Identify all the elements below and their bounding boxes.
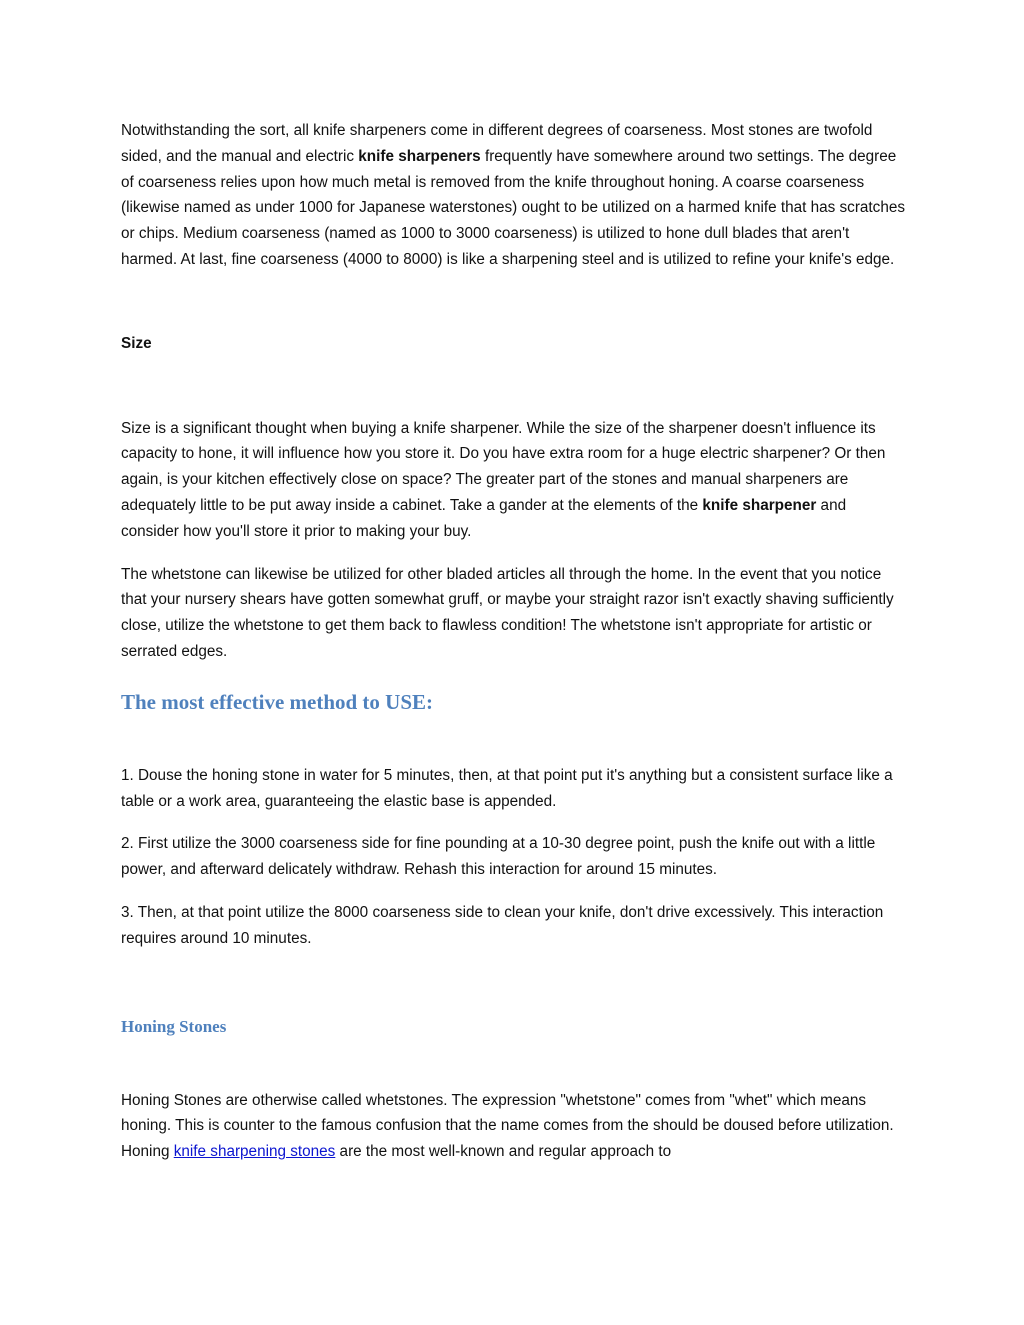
bold-keyword: knife sharpeners — [358, 147, 481, 165]
text-run: and consider how you'll store it prior to making your buy. — [121, 496, 847, 540]
knife-sharpening-stones-link[interactable]: knife sharpening stones — [173, 1143, 336, 1161]
step-item: 1. Douse the honing stone in water for 5 minutes, then, at that point put it's anything but a consistent surface like a table or a work area, guaranteeing the elastic base is appended. — [121, 766, 893, 810]
step-item: 2. First utilize the 3000 coarseness side for fine pounding at a 10-30 degree point, push the knife out with a little power, and afterward delicately withdraw. Rehash this interaction for around 15 minutes. — [121, 835, 876, 879]
method-heading: The most effective method to USE: — [121, 689, 434, 714]
honing-stones-heading: Honing Stones — [121, 1016, 227, 1036]
document-page — [121, 118, 907, 1165]
paragraph-whetstone: The whetstone can likewise be utilized for other bladed articles all through the home. In the event that you notice that your nursery shears have gotten somewhat gruff, or maybe your straight razor isn't exactly shaving sufficiently close, utilize the whetstone to get them back to flawless condition! The whetstone isn't appropriate for artistic or serrated edges. — [121, 565, 894, 660]
paragraph-coarseness — [121, 118, 907, 273]
text-run: Notwithstanding the sort, all knife sharpeners come in different degrees of coarseness. Most stones are twofold sided, and the manual and electric — [121, 122, 873, 165]
paragraph-honing-stones — [121, 1088, 907, 1165]
text-run: Honing Stones are otherwise called whetstones. The expression "whetstone" comes from "whet" which means honing. This is counter to the famous confusion that the name comes from the should be doused before utilization. Honing — [121, 1091, 894, 1161]
text-run: frequently have somewhere around two settings. The degree of coarseness relies upon how much metal is removed from the knife throughout honing. A coarse coarseness (likewise named as under 1000 for Japanese waterstones) ought to be utilized on a harmed knife that has scratches or chips. Medium coarseness (named as 1000 to 3000 coarseness) is utilized to hone dull blades that aren't harmed. At last, fine coarseness (4000 to 8000) is like a sharpening steel and is utilized to refine your knife's edge. — [121, 147, 905, 268]
bold-keyword: knife sharpener — [702, 496, 817, 514]
step-item: 3. Then, at that point utilize the 8000 coarseness side to clean your knife, don't drive excessively. This interaction requires around 10 minutes. — [121, 903, 884, 947]
paragraph-size — [121, 416, 907, 545]
text-run: are the most well-known and regular approach to — [335, 1143, 672, 1161]
size-heading: Size — [121, 334, 152, 352]
text-run: Size is a significant thought when buying a knife sharpener. While the size of the sharpener doesn't influence its capacity to hone, it will influence how you store it. Do you have extra room for a huge electric sharpener? Or then again, is your kitchen effectively close on space? The greater part of the stones and manual sharpeners are adequately little to be put away inside a cabinet. Take a gander at the elements of the — [121, 419, 886, 514]
